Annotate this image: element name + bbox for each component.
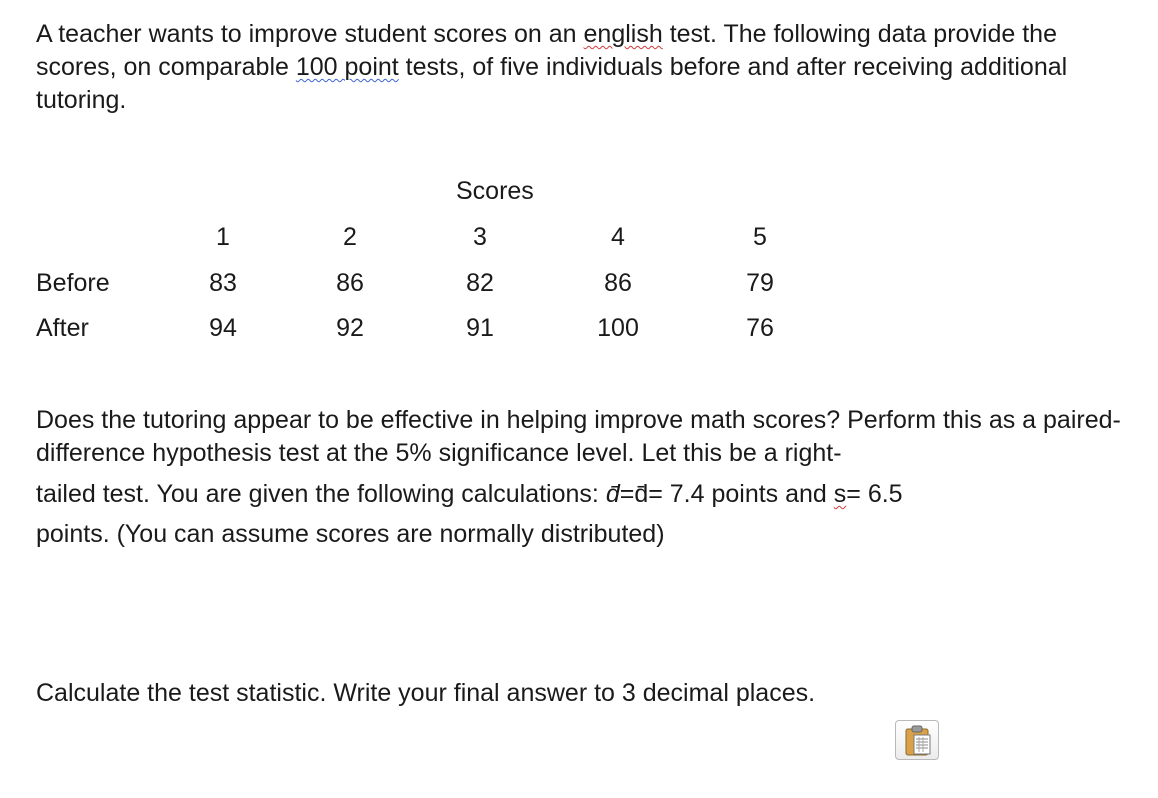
task-instruction: Calculate the test statistic. Write your final answer to 3 decimal places.	[36, 679, 816, 707]
dbar-symbol: d̄	[605, 480, 620, 508]
table-cell: 79	[746, 269, 774, 297]
clipboard-icon	[903, 725, 933, 757]
column-header: 1	[216, 223, 230, 251]
table-cell: 94	[209, 314, 237, 342]
intro-text-3: tests, of five individuals before and after receiving additional tutoring.	[36, 53, 1068, 114]
question-line-calculations	[36, 478, 1126, 511]
question-text-1: Does the tutoring appear to be effective in helping improve math scores? Perform this as a paired-difference hypothesis test at the 5% significance level. Let this be a right-	[36, 406, 1121, 467]
intro-text-1: A teacher wants to improve student scores on an	[36, 20, 584, 48]
intro-paragraph	[36, 18, 1126, 117]
table-cell: 83	[209, 269, 237, 297]
question-text-5: points. (You can assume scores are normally distributed)	[36, 520, 665, 548]
question-text-2: tailed test. You are given the following calculations:	[36, 480, 606, 508]
table-title: Scores	[456, 177, 534, 205]
table-cell: 86	[336, 269, 364, 297]
question-text-3: =d̄= 7.4 points and	[619, 480, 834, 508]
table-cell: 76	[746, 314, 774, 342]
question-text-4: = 6.5	[846, 480, 903, 508]
intro-text-2: test. The following data provide the scores, on comparable	[36, 20, 1057, 81]
spellcheck-word-english: english	[583, 20, 663, 48]
table-cell: 100	[597, 314, 639, 342]
grammar-flag-100-point: 100 point	[295, 53, 399, 81]
column-header: 5	[753, 223, 767, 251]
column-header: 2	[343, 223, 357, 251]
spellcheck-word-s: s	[833, 480, 847, 508]
table-cell: 91	[466, 314, 494, 342]
table-cell: 92	[336, 314, 364, 342]
question-paragraph	[36, 404, 1126, 551]
table-cell: 82	[466, 269, 494, 297]
row-label-after: After	[36, 314, 89, 342]
table-cell: 86	[604, 269, 632, 297]
paste-button[interactable]	[895, 720, 939, 760]
row-label-before: Before	[36, 269, 110, 297]
column-header: 3	[473, 223, 487, 251]
column-header: 4	[611, 223, 625, 251]
